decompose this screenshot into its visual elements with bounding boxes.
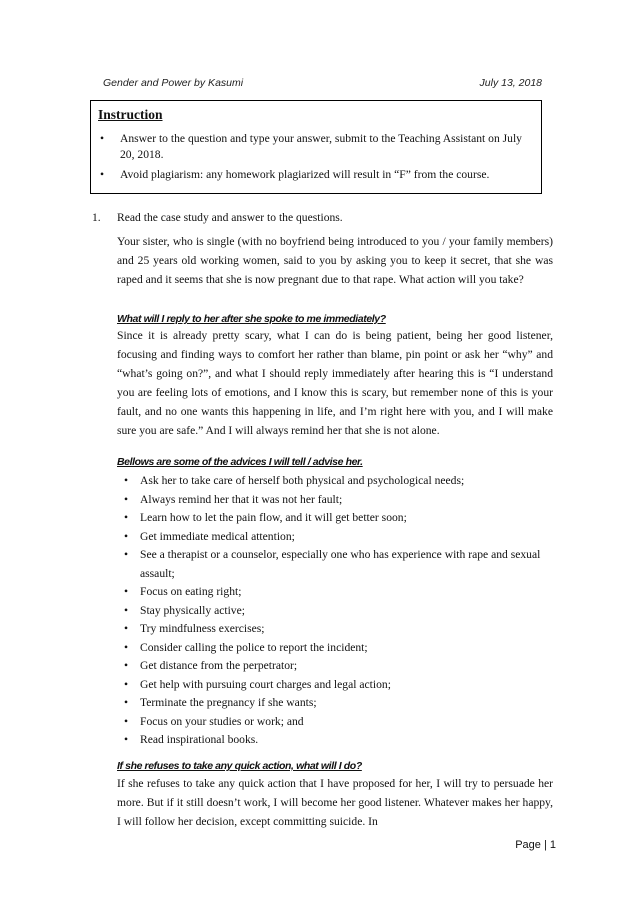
bullet-icon: •	[100, 168, 105, 181]
advice-list	[122, 472, 552, 750]
instruction-box	[90, 100, 542, 194]
advice-item	[122, 620, 552, 639]
advice-item	[122, 731, 552, 750]
advice-item	[122, 528, 552, 547]
advice-item-text: Learn how to let the pain flow, and it will get better soon;	[140, 511, 407, 524]
bullet-icon: •	[124, 585, 129, 598]
bullet-icon: •	[124, 696, 129, 709]
section-heading-refuse: If she refuses to take any quick action, what will I do?	[117, 760, 362, 772]
advice-item	[122, 472, 552, 491]
bullet-icon: •	[124, 677, 129, 691]
advice-item	[122, 491, 552, 510]
section-heading-advice: Bellows are some of the advices I will tell / advise her.	[117, 456, 363, 468]
instruction-item-text: Avoid plagiarism: any homework plagiarized will result in “F” from the course.	[120, 168, 490, 181]
advice-item	[122, 509, 552, 528]
advice-item-text: Terminate the pregnancy if she wants;	[140, 696, 317, 709]
advice-item-text: Try mindfulness exercises;	[140, 622, 265, 635]
bullet-icon: •	[124, 511, 129, 524]
advice-item-text: Stay physically active;	[140, 603, 245, 617]
advice-item-text: Consider calling the police to report the incident;	[140, 640, 368, 654]
question-text: Read the case study and answer to the questions.	[117, 211, 343, 224]
refuse-paragraph: If she refuses to take any quick action that I have proposed for her, I will try to persuade her more. But if it still doesn’t work, I will become her good listener. Whatever makes her happy, I will follow her decision, except committing suicide. In	[117, 777, 553, 828]
header-title: Gender and Power by Kasumi	[103, 77, 244, 89]
advice-item	[122, 583, 552, 602]
bullet-icon: •	[124, 714, 129, 728]
advice-item-text: Get help with pursuing court charges and legal action;	[140, 677, 391, 691]
advice-item	[122, 694, 552, 713]
section-heading-reply: What will I reply to her after she spoke to me immediately?	[117, 313, 386, 325]
advice-item-text: Focus on your studies or work; and	[140, 714, 304, 728]
instruction-list	[91, 131, 541, 187]
page-number: Page | 1	[515, 839, 556, 851]
advice-item	[122, 657, 552, 676]
question-number: 1.	[92, 211, 101, 224]
instruction-item-text: Answer to the question and type your answer, submit to the Teaching Assistant on July 20, 2018.	[120, 132, 522, 161]
bullet-icon: •	[124, 733, 129, 746]
bullet-icon: •	[124, 474, 129, 487]
case-study-paragraph: Your sister, who is single (with no boyfriend being introduced to you / your family members) and 25 years old working women, said to you by asking you to keep it secret, that she was raped and it seems that she is now pregnant due to that rape. What action will you take?	[117, 235, 553, 286]
advice-item-text: Get distance from the perpetrator;	[140, 659, 298, 672]
advice-item-text: Read inspirational books.	[140, 733, 259, 746]
instruction-title: Instruction	[98, 107, 163, 122]
instruction-item	[91, 131, 541, 163]
bullet-icon: •	[124, 492, 129, 506]
bullet-icon: •	[124, 622, 129, 635]
bullet-icon: •	[124, 640, 129, 654]
header-date: July 13, 2018	[479, 77, 542, 89]
bullet-icon: •	[100, 132, 105, 145]
reply-paragraph: Since it is already pretty scary, what I can do is being patient, being her good listener, focusing and finding ways to comfort her rather than blame, pin point or ask her “why” and “what’s going on?”, and what I should reply immediately after hearing this is “I understand you are feeling lots of emotions, and I know this is scary, but remember none of this is your fault, and no one wants this happening in life, and I’m right here with you, and I will make sure you are safe.” And I will always remind her that she is not alone.	[117, 329, 553, 437]
advice-item-text: See a therapist or a counselor, especially one who has experience with rape and sexual assault;	[140, 548, 541, 580]
advice-item	[122, 546, 552, 583]
advice-item-text: Get immediate medical attention;	[140, 529, 295, 543]
advice-item	[122, 676, 552, 695]
advice-item	[122, 639, 552, 658]
bullet-icon: •	[124, 659, 129, 672]
bullet-icon: •	[124, 529, 129, 543]
advice-item-text: Ask her to take care of herself both physical and psychological needs;	[140, 474, 465, 487]
bullet-icon: •	[124, 603, 129, 617]
advice-item	[122, 713, 552, 732]
advice-item-text: Always remind her that it was not her fault;	[140, 492, 343, 506]
instruction-item	[91, 167, 541, 183]
advice-item-text: Focus on eating right;	[140, 585, 242, 598]
bullet-icon: •	[124, 548, 129, 561]
advice-item	[122, 602, 552, 621]
